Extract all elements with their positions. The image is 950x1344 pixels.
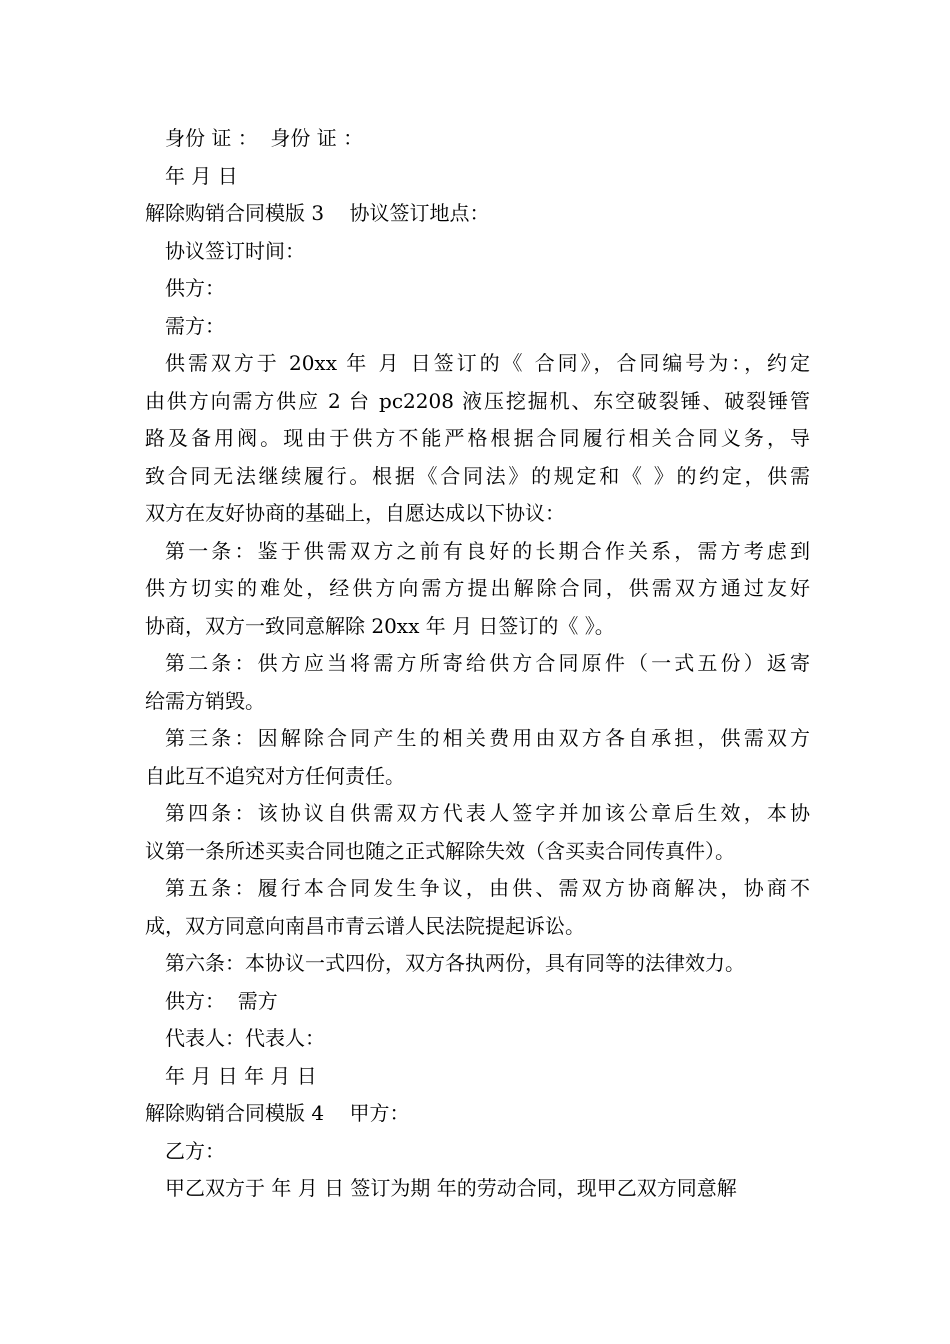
intro-line: 双方在友好协商的基础上，自愿达成以下协议： (145, 501, 565, 525)
date-line: 年 月 日 (165, 163, 238, 188)
intro-line: 路及备用阀。现由于供方不能严格根据合同履行相关合同义务，导 (145, 426, 810, 450)
id-card-line: 身份 证 ： 身份 证 ： (165, 126, 364, 150)
intro-line: 致合同无法继续履行。根据《合同法》的规定和《 》的约定，供需 (145, 463, 810, 488)
article-5-line: 第五条：履行本合同发生争议，由供、需双方协商解决，协商不 (165, 876, 810, 900)
article-3-line: 自此互不追究对方任何责任。 (145, 763, 405, 788)
article-3 (145, 720, 810, 795)
document-body (145, 120, 810, 1208)
article-1-line: 第一条：鉴于供需双方之前有良好的长期合作关系，需方考虑到 (165, 538, 810, 563)
article-3-line: 第三条：因解除合同产生的相关费用由双方各自承担，供需双方 (165, 726, 810, 750)
article-2 (145, 645, 810, 720)
article-6: 第六条：本协议一式四份，双方各执两份，具有同等的法律效力。 (165, 951, 745, 975)
signature-dates-line: 年 月 日 年 月 日 (165, 1063, 317, 1088)
signature-representatives-line: 代表人：代表人： (165, 1026, 325, 1050)
article-2-line: 第二条：供方应当将需方所寄给供方合同原件（一式五份）返寄 (165, 651, 810, 675)
supplier-line: 供方： (165, 276, 225, 300)
article-4-line: 议第一条所述买卖合同也随之正式解除失效（含买卖合同传真件）。 (145, 838, 735, 863)
intro-paragraph (145, 345, 810, 533)
demander-line: 需方： (165, 313, 225, 338)
article-4-line: 第四条：该协议自供需双方代表人签字并加该公章后生效，本协 (165, 801, 810, 825)
intro-line: 由供方向需方供应 2 台 pc2208 液压挖掘机、东空破裂锤、破裂锤管 (145, 388, 810, 413)
article-4 (145, 795, 810, 870)
article-5 (145, 870, 810, 945)
article-1-line: 协商，双方一致同意解除 20xx 年 月 日签订的《 》。 (145, 613, 615, 638)
party-b-line: 乙方： (165, 1138, 225, 1163)
article-2-line: 给需方销毁。 (145, 688, 265, 713)
template-3-heading: 解除购销合同模版 3 协议签订地点： (145, 201, 490, 225)
article-1 (145, 533, 810, 646)
sign-time-line: 协议签订时间： (165, 238, 305, 263)
signature-parties-line: 供方： 需方 (165, 988, 278, 1013)
article-5-line: 成，双方同意向南昌市青云谱人民法院提起诉讼。 (145, 913, 585, 938)
intro-line: 供需双方于 20xx 年 月 日签订的《 合同》，合同编号为：，约定 (165, 351, 810, 375)
template-4-heading: 解除购销合同模版 4 甲方： (145, 1101, 410, 1125)
contract-intro-line: 甲乙双方于 年 月 日 签订为期 年的劳动合同，现甲乙双方同意解 (165, 1176, 737, 1200)
article-1-line: 供方切实的难处，经供方向需方提出解除合同，供需双方通过友好 (145, 576, 810, 600)
